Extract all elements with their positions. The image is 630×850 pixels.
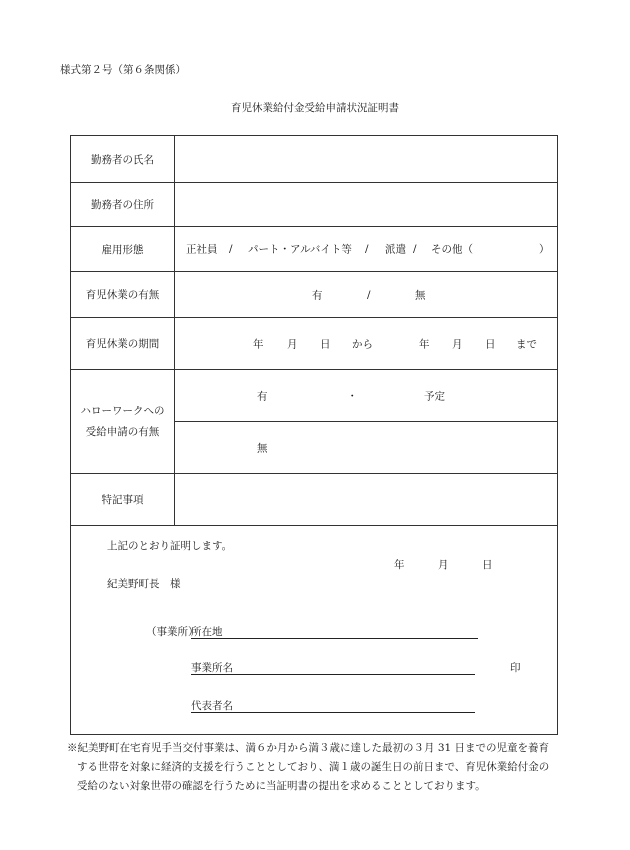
hellowork-label-line1: ハローワークへの	[80, 404, 165, 417]
representative-label: 代表者名	[191, 700, 233, 712]
certification-block	[71, 526, 558, 735]
footnote-line: 受給のない対象世帯の確認を行うために当証明書の提出を求めることとしております。	[77, 780, 486, 792]
row-special-notes	[71, 474, 558, 526]
row-leave-period	[71, 318, 558, 370]
representative-underline[interactable]	[191, 712, 475, 713]
office-prefix: （事業所）	[146, 626, 199, 638]
worker-address-field[interactable]	[175, 183, 558, 227]
footnote-line: ※紀美野町在宅育児手当交付事業は、満６か月から満３歳に達した最初の３月 31 日までの児童を養育	[67, 742, 550, 754]
hellowork-planned-option[interactable]: 予定	[424, 390, 445, 402]
dot-separator: ・	[347, 390, 358, 402]
hellowork-no-option[interactable]: 無	[257, 442, 268, 454]
certificate-form-table	[70, 135, 558, 735]
leave-period-field[interactable]	[175, 318, 558, 370]
hellowork-yes-field[interactable]	[175, 370, 558, 422]
employment-type-label: 雇用形態	[71, 227, 175, 272]
childcare-leave-field[interactable]	[175, 272, 558, 318]
row-employment-type	[71, 227, 558, 272]
other-close-paren: ）	[539, 243, 550, 256]
separator: /	[367, 288, 371, 301]
option-dispatch[interactable]: 派遣	[385, 243, 406, 256]
option-part-time[interactable]: パート・アルバイト等	[248, 243, 352, 256]
row-certification	[71, 526, 558, 735]
worker-name-field[interactable]	[175, 136, 558, 183]
option-other[interactable]: その他（	[431, 243, 473, 256]
special-notes-field[interactable]	[175, 474, 558, 526]
office-name-underline[interactable]	[191, 674, 475, 675]
separator: /	[229, 243, 233, 255]
form-number: 様式第２号（第６条関係）	[60, 64, 186, 76]
location-underline[interactable]	[191, 638, 478, 639]
row-childcare-leave	[71, 272, 558, 318]
row-hellowork-application	[71, 370, 558, 422]
leave-period-label: 育児休業の期間	[71, 318, 175, 370]
location-label: 所在地	[191, 626, 223, 638]
end-month-unit: 月	[452, 338, 463, 350]
footnote	[67, 739, 587, 796]
until-text: まで	[516, 338, 537, 350]
start-month-unit: 月	[287, 338, 298, 350]
document-title: 育児休業給付金受給申請状況証明書	[231, 102, 399, 114]
employment-type-field[interactable]	[175, 227, 558, 272]
worker-address-label: 勤務者の住所	[71, 183, 175, 227]
separator: /	[413, 243, 417, 255]
worker-name-label: 勤務者の氏名	[71, 136, 175, 183]
office-name-label: 事業所名	[191, 662, 233, 674]
start-year-unit: 年	[253, 338, 264, 350]
start-day-unit: 日	[320, 338, 331, 350]
cert-month-unit: 月	[438, 559, 449, 571]
cert-day-unit: 日	[482, 559, 493, 571]
from-text: から	[352, 338, 373, 350]
hellowork-no-field[interactable]	[175, 422, 558, 474]
option-full-time[interactable]: 正社員	[186, 243, 218, 256]
leave-no-option[interactable]: 無	[415, 289, 426, 301]
leave-yes-option[interactable]: 有	[312, 289, 323, 301]
hellowork-yes-option[interactable]: 有	[257, 390, 268, 402]
end-day-unit: 日	[485, 338, 496, 350]
footnote-line: する世帯を対象に経済的支援を行うこととしており、満１歳の誕生日の前日まで、育児休業給付金の	[77, 761, 550, 773]
certification-statement: 上記のとおり証明します。	[107, 540, 233, 552]
seal-mark: 印	[510, 662, 521, 674]
row-worker-name	[71, 136, 558, 183]
cert-year-unit: 年	[394, 559, 405, 571]
childcare-leave-label: 育児休業の有無	[71, 272, 175, 318]
row-worker-address	[71, 183, 558, 227]
addressee: 紀美野町長 様	[107, 578, 181, 590]
hellowork-label-line2: 受給申請の有無	[85, 425, 160, 438]
end-year-unit: 年	[419, 338, 430, 350]
hellowork-application-label	[71, 370, 175, 474]
special-notes-label: 特記事項	[71, 474, 175, 526]
separator: /	[365, 243, 369, 255]
